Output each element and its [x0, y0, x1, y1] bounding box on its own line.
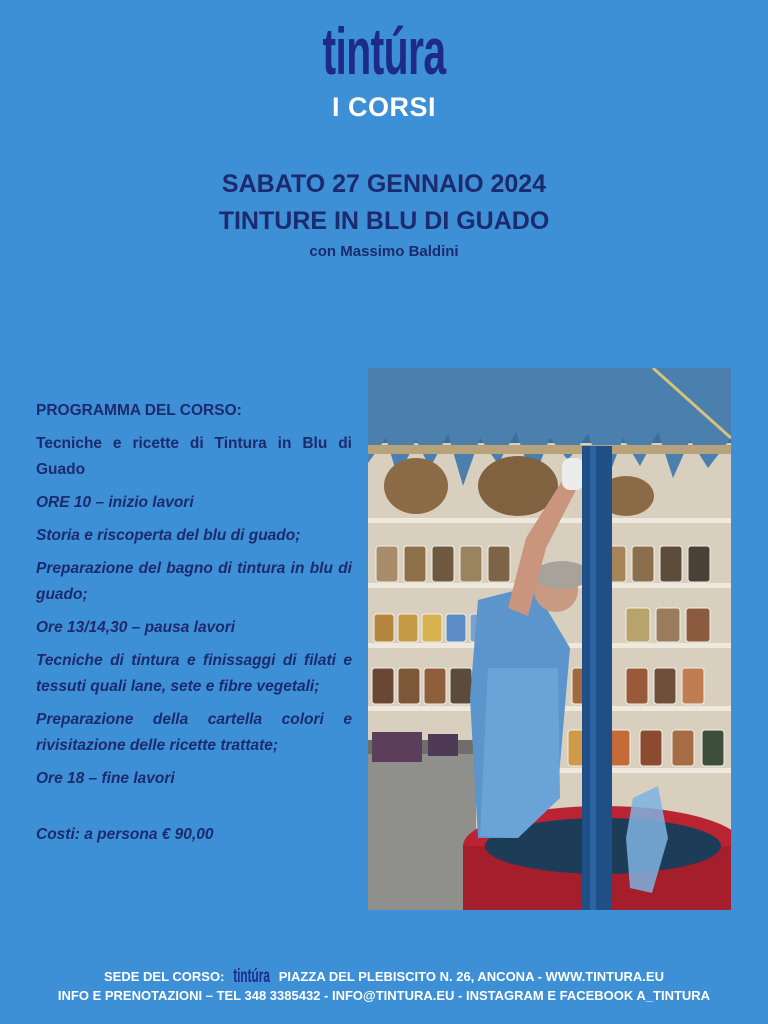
program-item: Ore 18 – fine lavori [36, 770, 175, 787]
footer-info: INFO E PRENOTAZIONI – TEL 348 3385432 - INFO@TINTURA.EU - INSTAGRAM E FACEBOOK A_TINTURA [57, 988, 711, 1003]
program-heading: PROGRAMMA DEL CORSO: [36, 402, 242, 419]
event-teacher: con Massimo Baldini [309, 243, 459, 260]
program-block [36, 398, 352, 855]
dyer-photo-illustration [368, 368, 731, 910]
section-title: I CORSI [331, 92, 436, 122]
event-title: TINTURE IN BLU DI GUADO [218, 207, 550, 235]
program-item: Storia e riscoperta del blu di guado; [36, 527, 301, 544]
program-intro: Tecniche e ricette di Tintura in Blu di Guado [36, 435, 352, 478]
tintura-logo: tintúra [322, 14, 446, 88]
footer-venue [0, 966, 768, 988]
program-item: Ore 13/14,30 – pausa lavori [36, 619, 236, 636]
dyer-photo [368, 368, 731, 910]
program-item: Preparazione della cartella colori e rivisitazione delle ricette trattate; [36, 711, 352, 754]
program-item: ORE 10 – inizio lavori [36, 494, 194, 511]
venue-address: PIAZZA DEL PLEBISCITO N. 26, ANCONA - WWW.TINTURA.EU [278, 969, 664, 984]
program-item: Tecniche di tintura e finissaggi di filati e tessuti quali lane, sete e fibre vegetali; [36, 652, 352, 695]
program-item: Preparazione del bagno di tintura in blu di guado; [36, 560, 352, 603]
program-costs: Costi: a persona € 90,00 [36, 826, 214, 843]
venue-logo: tintúra [233, 966, 270, 987]
event-date: SABATO 27 GENNAIO 2024 [221, 170, 547, 198]
venue-label: SEDE DEL CORSO: [104, 969, 225, 984]
